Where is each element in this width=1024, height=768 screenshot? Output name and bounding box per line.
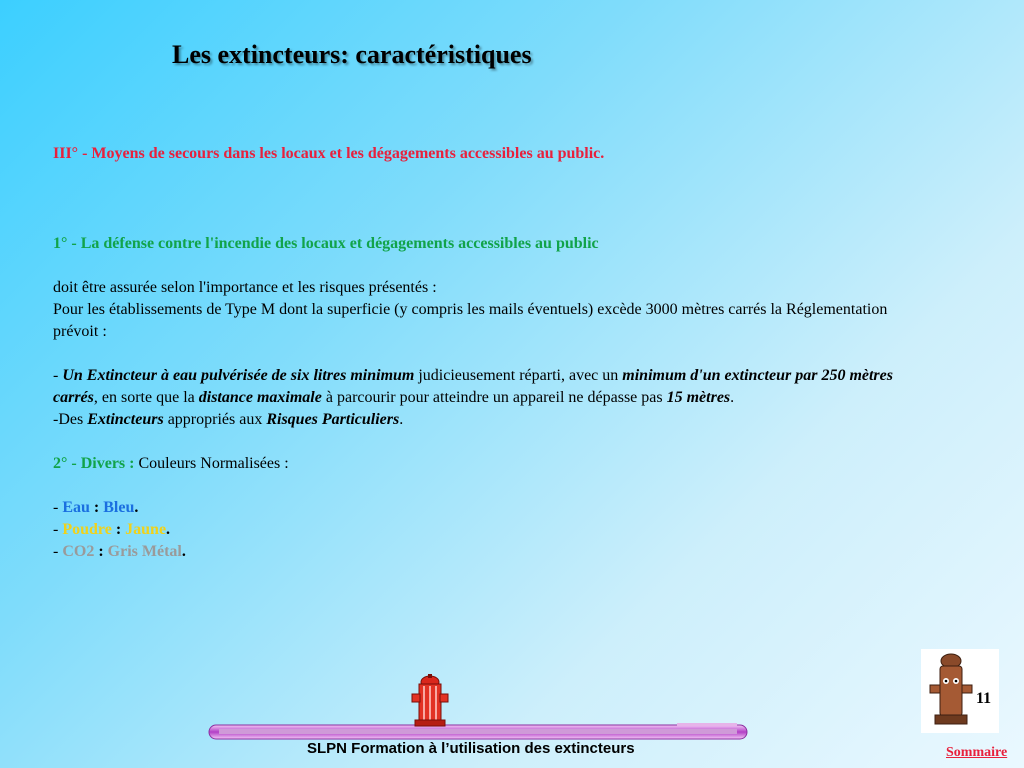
- footer-text: SLPN Formation à l’utilisation des extincteurs: [307, 740, 635, 757]
- page-number: 11: [976, 690, 992, 707]
- agent-label: Poudre: [62, 521, 112, 538]
- punctuation: .: [181, 543, 186, 560]
- color-label: Gris Métal: [107, 543, 182, 560]
- text: -Des: [53, 411, 88, 428]
- color-item-poudre: [53, 519, 923, 541]
- color-label: Bleu: [103, 499, 135, 516]
- dash: -: [53, 499, 63, 516]
- part2-subtitle: Couleurs Normalisées :: [138, 455, 289, 472]
- separator: :: [111, 521, 126, 538]
- punctuation: .: [134, 499, 139, 516]
- emphasis: Risques Particuliers: [266, 411, 400, 428]
- text: judicieusement réparti, avec un: [414, 367, 623, 384]
- part2-heading: [53, 453, 923, 475]
- extinguisher-requirement: [53, 365, 923, 409]
- punctuation: .: [730, 389, 735, 406]
- content-body: [53, 233, 923, 563]
- punctuation: .: [166, 521, 171, 538]
- separator: :: [89, 499, 104, 516]
- sommaire-link[interactable]: Sommaire: [946, 745, 1008, 760]
- emphasis: Extincteurs: [87, 411, 164, 428]
- special-risks-requirement: [53, 409, 923, 431]
- emphasis: 15 mètres: [666, 389, 731, 406]
- color-item-eau: [53, 497, 923, 519]
- agent-label: Eau: [62, 499, 90, 516]
- emphasis: distance maximale: [198, 389, 322, 406]
- part1-line2: Pour les établissements de Type M dont la superficie (y compris les mails éventuels) excède 3000 mètres carrés la Réglementation prévoit :: [53, 301, 888, 340]
- part1-line1: doit être assurée selon l'importance et les risques présentés :: [53, 279, 437, 296]
- separator: :: [94, 543, 108, 560]
- color-label: Jaune: [125, 521, 167, 538]
- slide-title: Les extincteurs: caractéristiques: [172, 40, 532, 69]
- emphasis: minimum d'un extincteur par 250 mètres carrés: [53, 367, 893, 406]
- part2-label: 2° - Divers :: [53, 455, 139, 472]
- part1-heading: 1° - La défense contre l'incendie des locaux et dégagements accessibles au public: [53, 235, 599, 252]
- color-item-co2: [53, 541, 923, 563]
- emphasis: Un Extincteur à eau pulvérisée de six litres minimum: [62, 367, 415, 384]
- dash: -: [53, 543, 63, 560]
- fire-hydrant-icon: [410, 674, 450, 728]
- dash: -: [53, 367, 63, 384]
- text: appropriés aux: [163, 411, 267, 428]
- text: , en sorte que la: [93, 389, 199, 406]
- dash: -: [53, 521, 63, 538]
- punctuation: .: [399, 411, 404, 428]
- text: à parcourir pour atteindre un appareil ne dépasse pas: [321, 389, 667, 406]
- section-heading: III° - Moyens de secours dans les locaux et les dégagements accessibles au public.: [53, 145, 605, 162]
- agent-label: CO2: [62, 543, 95, 560]
